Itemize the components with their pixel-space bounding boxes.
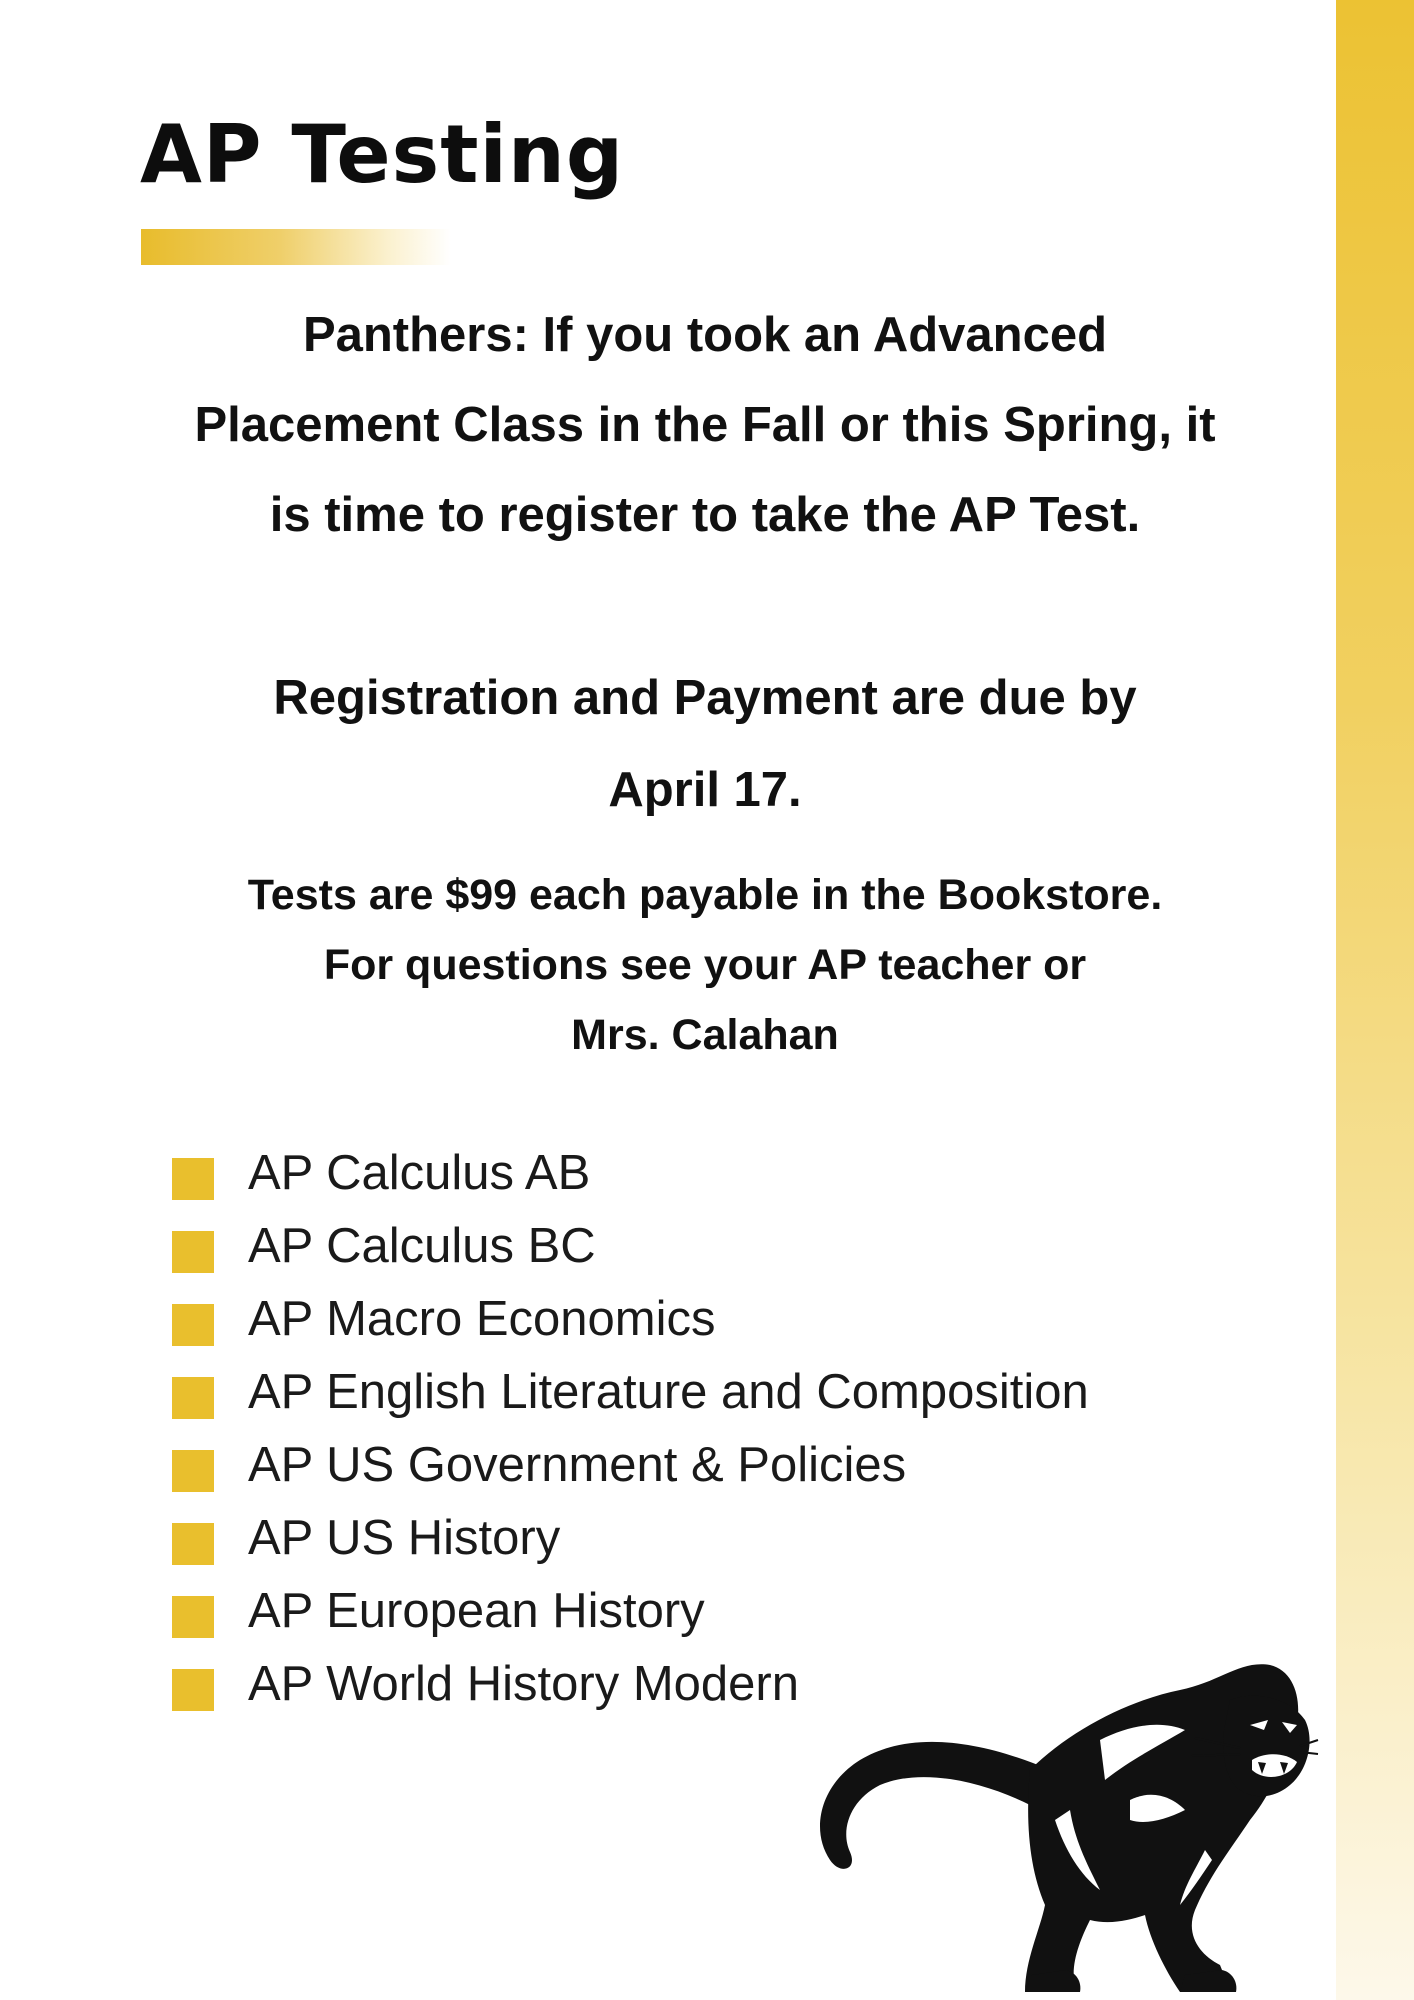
list-item [172, 1136, 1089, 1209]
square-bullet-icon [172, 1523, 214, 1565]
list-item [172, 1209, 1089, 1282]
deadline-line: Registration and Payment are due by [273, 671, 1137, 725]
intro-text [140, 290, 1270, 560]
intro-line: is time to register to take the AP Test. [269, 488, 1141, 542]
list-item [172, 1501, 1089, 1574]
info-line: For questions see your AP teacher or [323, 941, 1087, 989]
square-bullet-icon [172, 1304, 214, 1346]
square-bullet-icon [172, 1450, 214, 1492]
page-title: AP Testing [140, 108, 625, 201]
course-name: AP English Literature and Composition [248, 1364, 1089, 1419]
intro-line: Panthers: If you took an Advanced [302, 308, 1108, 362]
square-bullet-icon [172, 1377, 214, 1419]
course-name: AP World History Modern [248, 1656, 799, 1711]
payment-info [140, 860, 1270, 1070]
deadline-date: April 17. [608, 763, 802, 817]
course-name: AP Macro Economics [248, 1291, 716, 1346]
course-name: AP Calculus AB [248, 1145, 591, 1200]
decorative-side-bar [1336, 0, 1414, 2000]
deadline-text [140, 652, 1270, 836]
contact-name: Mrs. Calahan [571, 1011, 839, 1059]
title-underline [141, 229, 451, 265]
panther-icon [800, 1620, 1320, 2000]
square-bullet-icon [172, 1669, 214, 1711]
square-bullet-icon [172, 1158, 214, 1200]
course-name: AP Calculus BC [248, 1218, 596, 1273]
square-bullet-icon [172, 1231, 214, 1273]
list-item [172, 1428, 1089, 1501]
course-name: AP European History [248, 1583, 705, 1638]
square-bullet-icon [172, 1596, 214, 1638]
list-item [172, 1282, 1089, 1355]
info-line: Tests are $99 each payable in the Bookstore. [247, 871, 1163, 919]
intro-line: Placement Class in the Fall or this Spring, it [194, 398, 1216, 452]
course-name: AP US History [248, 1510, 561, 1565]
list-item [172, 1355, 1089, 1428]
course-name: AP US Government & Policies [248, 1437, 907, 1492]
